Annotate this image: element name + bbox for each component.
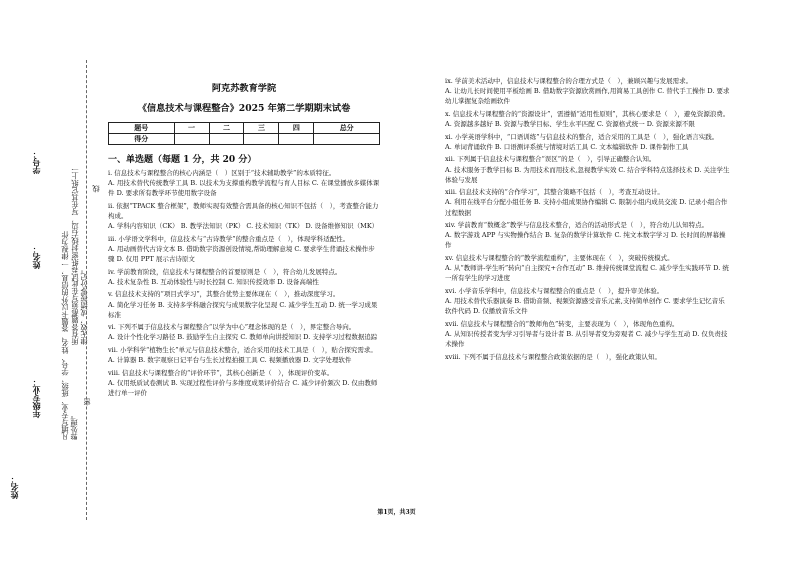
question-options: A. 让幼儿长时间使用平板绘画 B. 借助数字资源欣赏画作,用简易工具创作 C. 替代手工操作 D. 要求幼儿掌握复杂绘画软件: [445, 87, 730, 106]
question-text: xiii. 信息技术支持的“合作学习”，其整合策略不包括（ ），考查互动设计。: [445, 188, 664, 197]
score-cell: 三: [244, 123, 279, 134]
question-text: vi. 下列不属于信息技术与课程整合“以学为中心”理念体现的是（ ），界定整合导向。: [108, 323, 356, 332]
question-item: [108, 168, 380, 198]
score-cell: 一: [174, 123, 209, 134]
question-options: A. 设计个性化学习路径 B. 鼓励学生自主探究 C. 教师单向讲授知识 D. 支持学习过程数据追踪: [108, 333, 378, 342]
question-item: [445, 187, 730, 217]
question-text: xvi. 小学音乐学科中，信息技术与课程整合的重点是（ ），提升审美体验。: [445, 286, 664, 295]
question-text: xvii. 信息技术与课程整合的“教师角色”转变，主要表现为（ ），体现角色重构。: [445, 319, 679, 328]
question-options: A. 用技术替代乐器演奏 B. 借助音频、视频资源感受音乐元素,支持简单创作 C. 要求学生记忆音乐软件代码 D. 仅播放音乐文件: [445, 297, 725, 316]
question-item: [445, 319, 730, 349]
question-options: A. 仅用纸质试卷测试 B. 实现过程性评价与多维度成果评价结合 C. 减少评价频次 D. 仅由教师进行单一评价: [108, 378, 378, 398]
question-options: A. 资源越多越好 B. 资源与教学目标、学生水平匹配 C. 资源格式统一 D. 资源来源不限: [445, 119, 695, 128]
question-item: [445, 352, 730, 362]
question-item: [108, 345, 380, 365]
question-item: [108, 234, 380, 264]
question-item: [445, 132, 730, 152]
question-options: A. 用技术替代传统教学工具 B. 以技术为支撑重构教学流程与育人目标 C. 在课堂播放多媒体课件 D. 要求所有教学环节使用数字设备: [108, 179, 380, 198]
question-text: iv. 学前教育阶段，信息技术与课程整合的首要原则是（ ），符合幼儿发展特点。: [108, 267, 342, 276]
score-cell: 得分: [109, 134, 175, 145]
question-options: A. 单词背诵软件 B. 口语测评系统与情境对话工具 C. 文本编辑软件 D. 课件制作工具: [445, 142, 689, 151]
question-options: A. 学科内容知识（CK） B. 教学法知识（PK） C. 技术知识（TK） D. 设备维修知识（MK）: [108, 222, 379, 231]
question-options: A. 利用在线平台分配小组任务 B. 支持小组成果协作编辑 C. 限制小组内成员交流 D. 记录小组合作过程数据: [445, 198, 728, 217]
major-label: 年级专业：: [31, 378, 41, 418]
question-item: [445, 253, 730, 283]
score-table-header-row: [109, 123, 380, 134]
question-options: A. 简化学习任务 B. 支持多学科融合探究与成果数字化呈现 C. 减少学生互动 D. 统一学习成果标准: [108, 300, 378, 319]
score-cell: 题号: [109, 123, 175, 134]
question-item: [108, 289, 380, 319]
class-name-label: 姓名：: [9, 475, 19, 499]
score-table: [108, 122, 380, 145]
binding-sidebar: [0, 0, 100, 561]
question-text: x. 信息技术与课程整合的“资源设计”，需遵循“适用性原则”，其核心要求是（ ），避免资源浪费。: [445, 109, 730, 118]
question-text: i. 信息技术与课程整合的核心内涵是（ ）区别于“技术辅助教学”的本质特征。: [108, 169, 336, 177]
score-input-cell[interactable]: [244, 134, 279, 145]
question-text: ii. 依据“TPACK 整合框架”，教师实现有效整合需具备的核心知识不包括（ ），考查整合能力构成。: [108, 201, 379, 220]
question-text: xii. 下列属于信息技术与课程整合“误区”的是（ ），引导正确整合认知。: [445, 155, 656, 164]
question-options: A. 用动画替代古诗文本 B. 借助数字资源创设情境,帮助理解意境 C. 要求学生背诵技术操作步骤 D. 仅用 PPT 展示古诗原文: [108, 244, 375, 263]
question-item: [445, 154, 730, 184]
score-cell: 四: [279, 123, 314, 134]
student-id-label: 学号：: [31, 150, 41, 174]
question-options: A. 计算器 B. 数字观察日记平台与生长过程拍摄工具 C. 视频播放器 D. 文字处理软件: [108, 356, 352, 365]
question-text: v. 信息技术支持的“项目式学习”，其整合优势主要体现在（ ），推动深度学习。: [108, 290, 340, 299]
question-item: [445, 109, 730, 129]
score-input-cell[interactable]: [279, 134, 314, 145]
score-input-cell[interactable]: [209, 134, 244, 145]
question-text: xviii. 下列不属于信息技术与课程整合政策依据的是（ ），强化政策认知。: [445, 352, 661, 361]
question-item: [108, 201, 380, 231]
score-cell: 总分: [314, 123, 380, 134]
question-options: A. 从“教师讲-学生听”转向“自主探究+合作互动” B. 维持传统课堂流程 C. 减少学生实践环节 D. 统一所有学生的学习进度: [445, 264, 729, 283]
instructions-line-1: 所有答题都须写在此试卷纸密封线右边，写在其它纸上一律无效，成绩按零分记。: [70, 165, 88, 345]
question-item: [445, 76, 730, 106]
question-text: ix. 学前美术活动中，信息技术与课程整合的合理方式是（ ），兼顾兴趣与发展需求。: [445, 77, 693, 85]
question-item: [108, 267, 380, 287]
seal-label: 密: [82, 398, 91, 406]
question-options: A. 数字游戏 APP 与实物操作结合 B. 复杂的数学计算软件 C. 纯文本数字学习 D. 长时间的屏幕操作: [445, 231, 726, 250]
score-input-cell[interactable]: [314, 134, 380, 145]
line-label: 线: [91, 185, 100, 193]
school-name: 阿克苏教育学院: [211, 83, 277, 94]
question-text: vii. 小学科学“植物生长”单元与信息技术整合，适合采用的技术工具是（ ），贴合探究需求。: [108, 346, 377, 355]
instructions-line-2: 凡填写专业、班级、学号、姓名、答题卡以外的信息，一律视为作弊处理。: [60, 231, 78, 440]
question-text: iii. 小学语文学科中，信息技术与“古诗教学”的整合重点是（ ），体现学科适配性。: [108, 234, 350, 243]
score-cell: 二: [209, 123, 244, 134]
section-1-title: 一、单选题（每题 1 分，共 20 分）: [108, 155, 257, 165]
question-item: [108, 368, 380, 398]
left-column: [108, 78, 380, 401]
exam-title: 《信息技术与课程整合》2025 年第二学期期末试卷: [137, 103, 351, 114]
right-column: [445, 76, 730, 364]
seal-dashed-line: [86, 60, 87, 520]
score-table-score-row: [109, 134, 380, 145]
score-input-cell[interactable]: [174, 134, 209, 145]
question-text: xi. 小学英语学科中，“口语训练”与信息技术的整合，适合采用的工具是（ ），强化语言实践。: [445, 132, 719, 141]
page-footer: 第1页，共3页: [377, 509, 416, 516]
name-label: 姓名：: [31, 245, 41, 269]
question-options: A. 从知识传授者变为学习引导者与设计者 B. 从引导者变为旁观者 C. 减少与学生互动 D. 仅负责技术操作: [445, 329, 728, 348]
question-options: A. 技术复杂性 B. 互动体验性与时长控制 C. 知识传授效率 D. 设备高端性: [108, 277, 319, 286]
question-text: xiv. 学前教育“数概念”教学与信息技术整合，适合的活动形式是（ ），符合幼儿认知特点。: [445, 221, 709, 230]
question-text: viii. 信息技术与课程整合的“评价环节”，其核心创新是（ ），体现评价变革。: [108, 368, 334, 377]
question-item: [108, 322, 380, 342]
question-item: [445, 286, 730, 316]
question-text: xv. 信息技术与课程整合的“教学流程重构”，主要体现在（ ），突破传统模式。: [445, 254, 674, 263]
question-options: A. 技术服务于教学目标 B. 为用技术而用技术,忽视教学实效 C. 结合学科特点选择技术 D. 关注学生体验与发展: [445, 165, 730, 184]
question-item: [445, 220, 730, 250]
